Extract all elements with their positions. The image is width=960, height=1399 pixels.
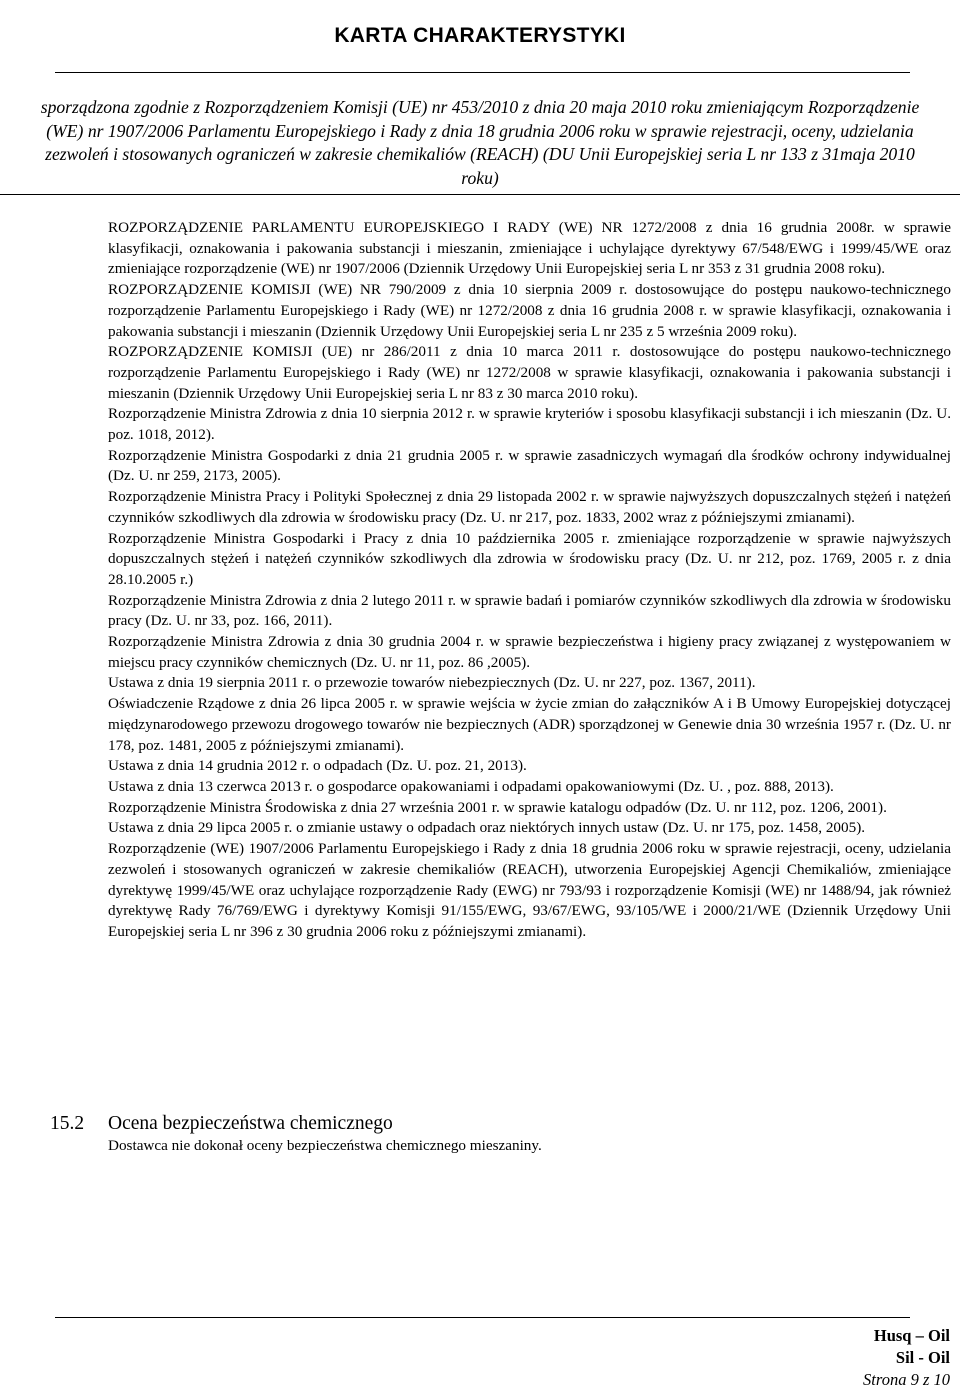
regulations-list [108,218,951,943]
regulation-item: Ustawa z dnia 13 czerwca 2013 r. o gospodarce opakowaniami i odpadami opakowaniowymi (Dz. U. , poz. 888, 2013). [108,777,834,795]
regulation-item: Ustawa z dnia 19 sierpnia 2011 r. o przewozie towarów niebezpiecznych (Dz. U. nr 227, poz. 1367, 2011). [108,674,756,692]
regulation-item: Ustawa z dnia 29 lipca 2005 r. o zmianie ustawy o odpadach oraz niektórych innych ustaw (Dz. U. nr 175, poz. 1458, 2005). [108,819,866,837]
section-title: Ocena bezpieczeństwa chemicznego [108,1113,393,1134]
regulation-item: Ustawa z dnia 14 grudnia 2012 r. o odpadach (Dz. U. poz. 21, 2013). [108,757,527,775]
product-name-line1: Husq – Oil [873,1326,950,1345]
regulation-item: Rozporządzenie Ministra Zdrowia z dnia 2 lutego 2011 r. w sprawie badań i pomiarów czynników szkodliwych dla zdrowia w środowisku pracy (Dz. U. nr 33, poz. 166, 2011). [108,591,951,630]
section-number: 15.2 [50,1113,85,1134]
section-body: Dostawca nie dokonał oceny bezpieczeństwa chemicznego mieszaniny. [108,1137,542,1154]
header-bottom-divider [0,194,960,195]
regulation-item: Rozporządzenie Ministra Gospodarki z dnia 21 grudnia 2005 r. w sprawie zasadniczych wymagań dla środków ochrony indywidualnej (Dz. U. nr 259, 2173, 2005). [108,446,951,485]
regulation-item: Rozporządzenie Ministra Zdrowia z dnia 30 grudnia 2004 r. w sprawie bezpieczeństwa i higieny pracy związanej z występowaniem w miejscu pracy czynników chemicznych (Dz. U. nr 11, poz. 86 ,2005). [108,633,951,671]
section-heading [50,1112,910,1136]
header-divider [55,72,910,73]
product-name-line2: Sil - Oil [895,1348,950,1367]
footer-divider [55,1317,910,1318]
document-subtitle: sporządzona zgodnie z Rozporządzeniem Komisji (UE) nr 453/2010 z dnia 20 maja 2010 roku zmieniającym Rozporządzenie (WE) nr 1907/2006 Parlamentu Europejskiego i Rady z dnia 18 grudnia 2006 roku w sprawie rejestracji, oceny, udzielania zezwoleń i stosowanych ograniczeń w zakresie chemikaliów (REACH) (DU Unii Europejskiej seria L nr 133 z 31maja 2010 roku) [40,97,920,188]
regulation-item: Rozporządzenie (WE) 1907/2006 Parlamentu Europejskiego i Rady z dnia 18 grudnia 2006 roku w sprawie rejestracji, oceny, udzielania zezwoleń i stosowanych ograniczeń w zakresie chemikaliów (REACH), utworzenia Europejskiej Agencji Chemikaliów, zmieniające dyrektywę 1999/45/WE oraz uchylające rozporządzenie Rady (EWG) nr 793/93 i rozporządzenie Komisji (WE) nr 1488/94, jak również dyrektywę Rady 76/769/EWG i dyrektywy Komisji 91/155/EWG, 93/67/EWG, 93/105/WE i 2000/21/WE (Dziennik Urzędowy Unii Europejskiej seria L nr 396 z 30 grudnia 2006 roku z późniejszymi zmianami). [108,840,951,940]
regulation-item: ROZPORZĄDZENIE PARLAMENTU EUROPEJSKIEGO I RADY (WE) NR 1272/2008 z dnia 16 grudnia 2008r. w sprawie klasyfikacji, oznakowania i pakowania substancji i mieszanin, zmieniające i uchylające dyrektywy 67/548/EWG i 1999/45/WE oraz zmieniające rozporządzenie (WE) nr 1907/2006 (Dziennik Urzędowy Unii Europejskiej seria L nr 353 z 31 grudnia 2008 roku). [108,219,951,278]
regulation-item: Rozporządzenie Ministra Pracy i Polityki Społecznej z dnia 29 listopada 2002 r. w sprawie najwyższych dopuszczalnych stężeń i natężeń czynników szkodliwych dla zdrowia w środowisku pracy (Dz. U. nr 217, poz. 1833, 2002 wraz z późniejszymi zmianami). [108,488,951,526]
regulation-item: Oświadczenie Rządowe z dnia 26 lipca 2005 r. w sprawie wejścia w życie zmian do załączników A i B Umowy Europejskiej dotyczącej międzynarodowego przewozu drogowego towarów nie bezpiecznych (ADR) sporządzonej w Genewie dnia 30 września 1957 r. (Dz. U. nr 178, poz. 1481, 2005 z późniejszymi zmianami). [108,695,951,754]
page-footer [863,1325,950,1391]
regulation-item: ROZPORZĄDZENIE KOMISJI (UE) nr 286/2011 z dnia 10 marca 2011 r. dostosowujące do postępu naukowo-technicznego rozporządzenie Parlamentu Europejskiego i Rady (WE) nr 1272/2008 w sprawie klasyfikacji, oznakowania i pakowania substancji i mieszanin (Dziennik Urzędowy Unii Europejskiej seria L nr 83 z 30 marca 2010 roku). [108,343,951,402]
regulation-item: Rozporządzenie Ministra Zdrowia z dnia 10 sierpnia 2012 r. w sprawie kryteriów i sposobu klasyfikacji substancji i ich mieszanin (Dz. U. poz. 1018, 2012). [108,405,951,444]
regulation-item: Rozporządzenie Ministra Gospodarki i Pracy z dnia 10 października 2005 r. zmieniające rozporządzenie w sprawie najwyższych dopuszczalnych stężeń i natężeń czynników szkodliwych dla zdrowia w środowisku pracy (Dz. U. nr 212, poz. 1769, 2005 r. z dnia 28.10.2005 r.) [108,529,951,588]
regulation-item: ROZPORZĄDZENIE KOMISJI (WE) NR 790/2009 z dnia 10 sierpnia 2009 r. dostosowujące do postępu naukowo-technicznego rozporządzenie Parlamentu Europejskiego i Rady (WE) nr 1272/2008 z dnia 16 grudnia 2008 r. w sprawie klasyfikacji, oznakowania i pakowania substancji i mieszanin (Dziennik Urzędowy Unii Europejskiej seria L nr 235 z 5 września 2009 roku). [108,281,951,340]
page-number: Strona 9 z 10 [863,1370,950,1389]
regulation-item: Rozporządzenie Ministra Środowiska z dnia 27 września 2001 r. w sprawie katalogu odpadów (Dz. U. nr 112, poz. 1206, 2001). [108,798,887,816]
document-title: KARTA CHARAKTERYSTYKI [334,24,626,47]
